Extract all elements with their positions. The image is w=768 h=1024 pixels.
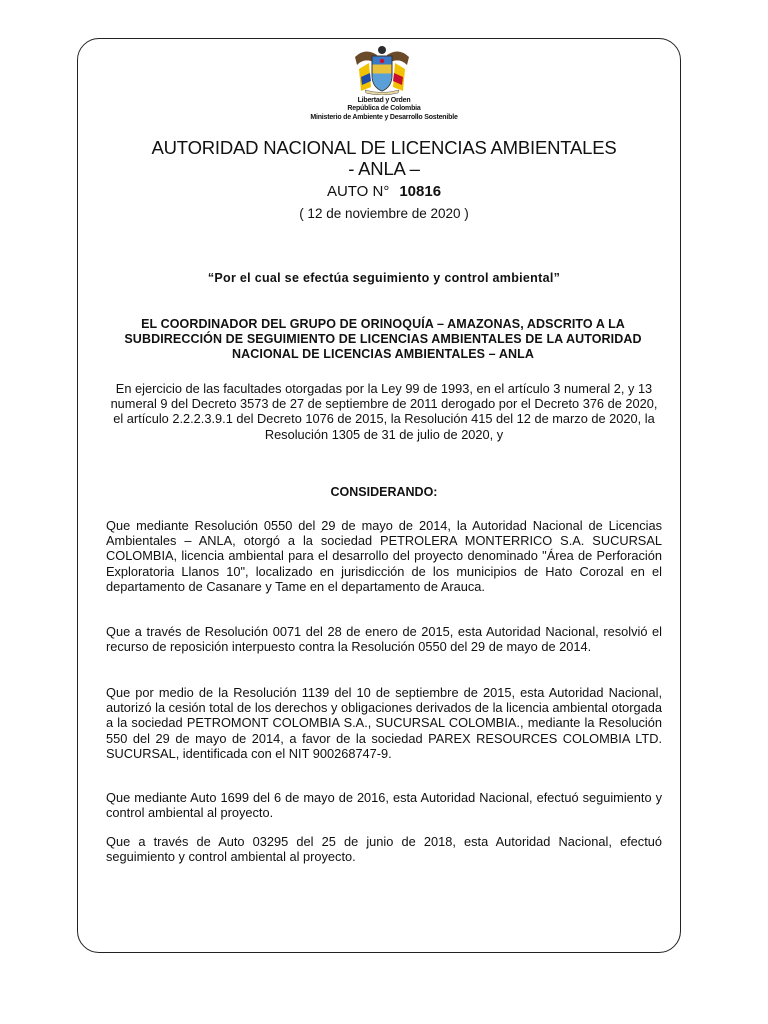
auto-date: ( 12 de noviembre de 2020 ) [299, 206, 469, 221]
authority-title: AUTORIDAD NACIONAL DE LICENCIAS AMBIENTALES [151, 137, 617, 158]
powers-paragraph: En ejercicio de las facultades otorgadas por la Ley 99 de 1993, en el artículo 3 numeral 2, y 13 numeral 9 del Decreto 3573 de 27 de septiembre de 2011 derogado por el Decreto 376 de 2020, el artículo 2.2.2.3.9.1 del Decreto 1076 de 2015, la Resolución 415 del 12 de marzo de 2020, la Resolución 1305 de 31 de julio de 2020, y [110, 381, 658, 442]
considering-paragraph: Que a través de Resolución 0071 del 28 de enero de 2015, esta Autoridad Nacional, resolvió el recurso de reposición interpuesto contra la Resolución 0550 del 29 de mayo de 2014. [106, 624, 662, 655]
considering-heading: CONSIDERANDO: [330, 485, 438, 499]
auto-label: AUTO N° [326, 183, 390, 200]
document-subject: “Por el cual se efectúa seguimiento y control ambiental” [207, 271, 561, 285]
auto-heading [0, 183, 768, 200]
considering-paragraph: Que a través de Auto 03295 del 25 de junio de 2018, esta Autoridad Nacional, efectuó seguimiento y control ambiental al proyecto. [106, 834, 662, 865]
ministry-name: Ministerio de Ambiente y Desarrollo Sostenible [310, 114, 458, 121]
considering-paragraph: Que mediante Resolución 0550 del 29 de mayo de 2014, la Autoridad Nacional de Licencias Ambientales – ANLA, otorgó a la sociedad PETROLERA MONTERRICO S.A. SUCURSAL COLOMBIA, licencia ambiental para el desarrollo del proyecto denominado "Área de Perforación Exploratoria Llanos 10", localizado en jurisdicción de los municipios de Hato Corozal en el departamento de Casanare y Tame en el departamento de Arauca. [106, 518, 662, 594]
considering-paragraph: Que mediante Auto 1699 del 6 de mayo de 2016, esta Autoridad Nacional, efectuó seguimiento y control ambiental al proyecto. [106, 790, 662, 821]
authority-acronym: - ANLA – [348, 158, 420, 179]
considering-paragraph: Que por medio de la Resolución 1139 del 10 de septiembre de 2015, esta Autoridad Nacional, autorizó la cesión total de los derechos y obligaciones derivados de la licencia ambiental otorgada a la sociedad PETROMONT COLOMBIA S.A., SUCURSAL COLOMBIA., mediante la Resolución 550 del 29 de mayo de 2014, a favor de la sociedad PAREX RESOURCES COLOMBIA LTD. SUCURSAL, identificada con el NIT 900268747-9. [106, 685, 662, 761]
motto-text: Libertad y Orden [357, 97, 411, 104]
coat-of-arms-icon [351, 43, 413, 95]
coordinator-heading: EL COORDINADOR DEL GRUPO DE ORINOQUÍA – AMAZONAS, ADSCRITO A LA SUBDIRECCIÓN DE SEGUIMIENTO DE LICENCIAS AMBIENTALES DE LA AUTORIDAD NACIONAL DE LICENCIAS AMBIENTALES – ANLA [124, 317, 642, 361]
country-name: República de Colombia [347, 105, 421, 112]
auto-number: 10816 [399, 183, 442, 200]
